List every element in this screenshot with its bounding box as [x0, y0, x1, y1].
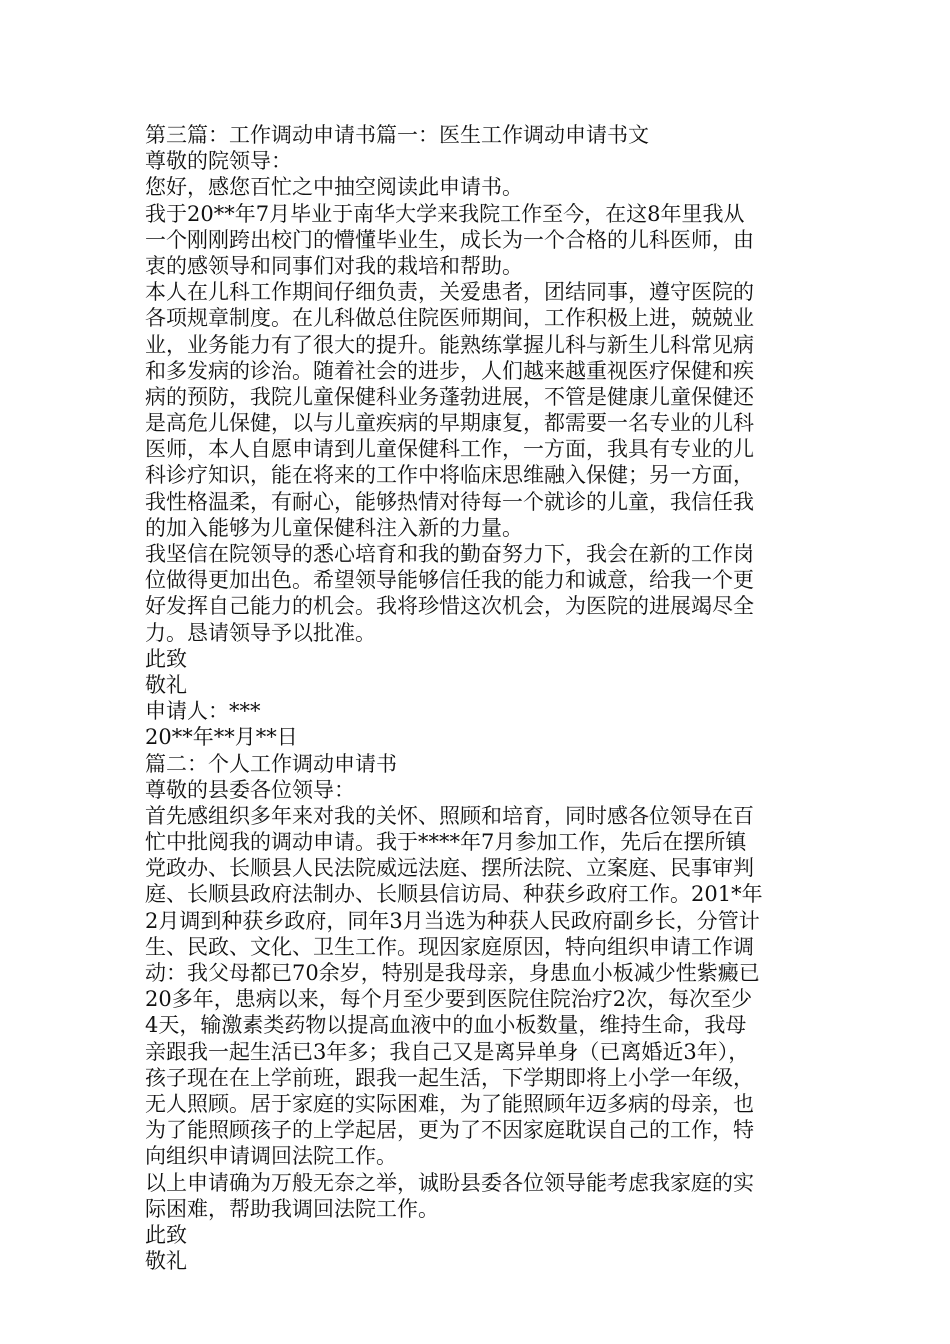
text-line: 我坚信在院领导的悉心培育和我的勤奋努力下，我会在新的工作岗 [145, 542, 754, 566]
text-line: 20**年**月**日 [145, 725, 298, 750]
text-line: 尊敬的县委各位领导： [145, 777, 355, 802]
text-line: 2月调到种获乡政府，同年3月当选为种获人民政府副乡长，分管计 [145, 908, 760, 933]
text-line: 为了能照顾孩子的上学起居，更为了不因家庭耽误自己的工作，特 [145, 1118, 754, 1143]
text-line: 动：我父母都已70余岁，特别是我母亲，身患血小板减少性紫癜已 [145, 961, 760, 985]
text-line: 我于20**年7月毕业于南华大学来我院工作至今，在这8年里我从 [145, 201, 745, 226]
text-line: 向组织申请调回法院工作。 [145, 1144, 397, 1169]
text-line: 位做得更加出色。希望领导能够信任我的能力和诚意，给我一个更 [145, 568, 754, 593]
text-line: 4天，输激素类药物以提高血液中的血小板数量，维持生命，我母 [145, 1013, 747, 1038]
text-line: 本人在儿科工作期间仔细负责，关爱患者，团结同事，遵守医院的 [145, 280, 754, 305]
text-line: 此致 [145, 1222, 187, 1247]
text-line: 好发挥自己能力的机会。我将珍惜这次机会，为医院的进展竭尽全 [145, 594, 754, 619]
text-line: 敬礼 [145, 672, 187, 697]
text-line: 一个刚刚跨出校门的懵懂毕业生，成长为一个合格的儿科医师，由 [145, 227, 754, 252]
text-line: 衷的感领导和同事们对我的栽培和帮助。 [145, 253, 523, 278]
text-line: 篇二：个人工作调动申请书 [145, 751, 397, 776]
text-line: 此致 [145, 646, 187, 671]
text-line: 医师，本人自愿申请到儿童保健科工作，一方面，我具有专业的儿 [145, 437, 754, 462]
text-line: 是高危儿保健，以与儿童疾病的早期康复，都需要一名专业的儿科 [145, 411, 754, 436]
text-line: 无人照顾。居于家庭的实际困难，为了能照顾年迈多病的母亲，也 [145, 1091, 754, 1116]
text-line: 各项规章制度。在儿科做总住院医师期间，工作积极上进，兢兢业 [145, 306, 754, 331]
text-line: 病的预防，我院儿童保健科业务蓬勃进展，不管是健康儿童保健还 [145, 384, 754, 409]
text-line: 申请人：*** [145, 699, 261, 724]
text-line: 首先感组织多年来对我的关怀、照顾和培育，同时感各位领导在百 [145, 803, 754, 828]
text-line: 我性格温柔，有耐心，能够热情对待每一个就诊的儿童，我信任我 [145, 489, 754, 514]
text-line: 科诊疗知识，能在将来的工作中将临床思维融入保健；另一方面， [145, 463, 754, 488]
text-line: 以上申请确为万般无奈之举，诚盼县委各位领导能考虑我家庭的实 [145, 1170, 754, 1195]
text-line: 尊敬的院领导： [145, 149, 292, 174]
text-line: 和多发病的诊治。随着社会的进步，人们越来越重视医疗保健和疾 [145, 358, 754, 383]
text-line: 您好，感您百忙之中抽空阅读此申请书。 [145, 175, 523, 200]
document-body [145, 122, 815, 1274]
text-line: 孩子现在在上学前班，跟我一起生活，下学期即将上小学一年级， [145, 1065, 754, 1090]
text-line: 敬礼 [145, 1249, 187, 1274]
text-line: 力。恳请领导予以批准。 [145, 620, 376, 645]
text-line: 亲跟我一起生活已3年多；我自己又是离异单身（已离婚近3年）， [145, 1039, 750, 1064]
text-line: 忙中批阅我的调动申请。我于****年7月参加工作，先后在摆所镇 [145, 830, 747, 855]
text-line: 生、民政、文化、卫生工作。现因家庭原因，特向组织申请工作调 [145, 934, 754, 959]
text-line: 的加入能够为儿童保健科注入新的力量。 [145, 515, 523, 540]
text-line: 际困难，帮助我调回法院工作。 [145, 1196, 439, 1221]
text-line: 业，业务能力有了很大的提升。能熟练掌握儿科与新生儿科常见病 [145, 332, 754, 357]
text-line: 党政办、长顺县人民法院威远法庭、摆所法院、立案庭、民事审判 [145, 856, 754, 881]
text-line: 20多年，患病以来，每个月至少要到医院住院治疗2次，每次至少 [145, 987, 753, 1012]
text-line: 庭、长顺县政府法制办、长顺县信访局、种获乡政府工作。201*年 [145, 882, 763, 907]
text-line: 第三篇：工作调动申请书篇一：医生工作调动申请书文 [145, 123, 649, 147]
